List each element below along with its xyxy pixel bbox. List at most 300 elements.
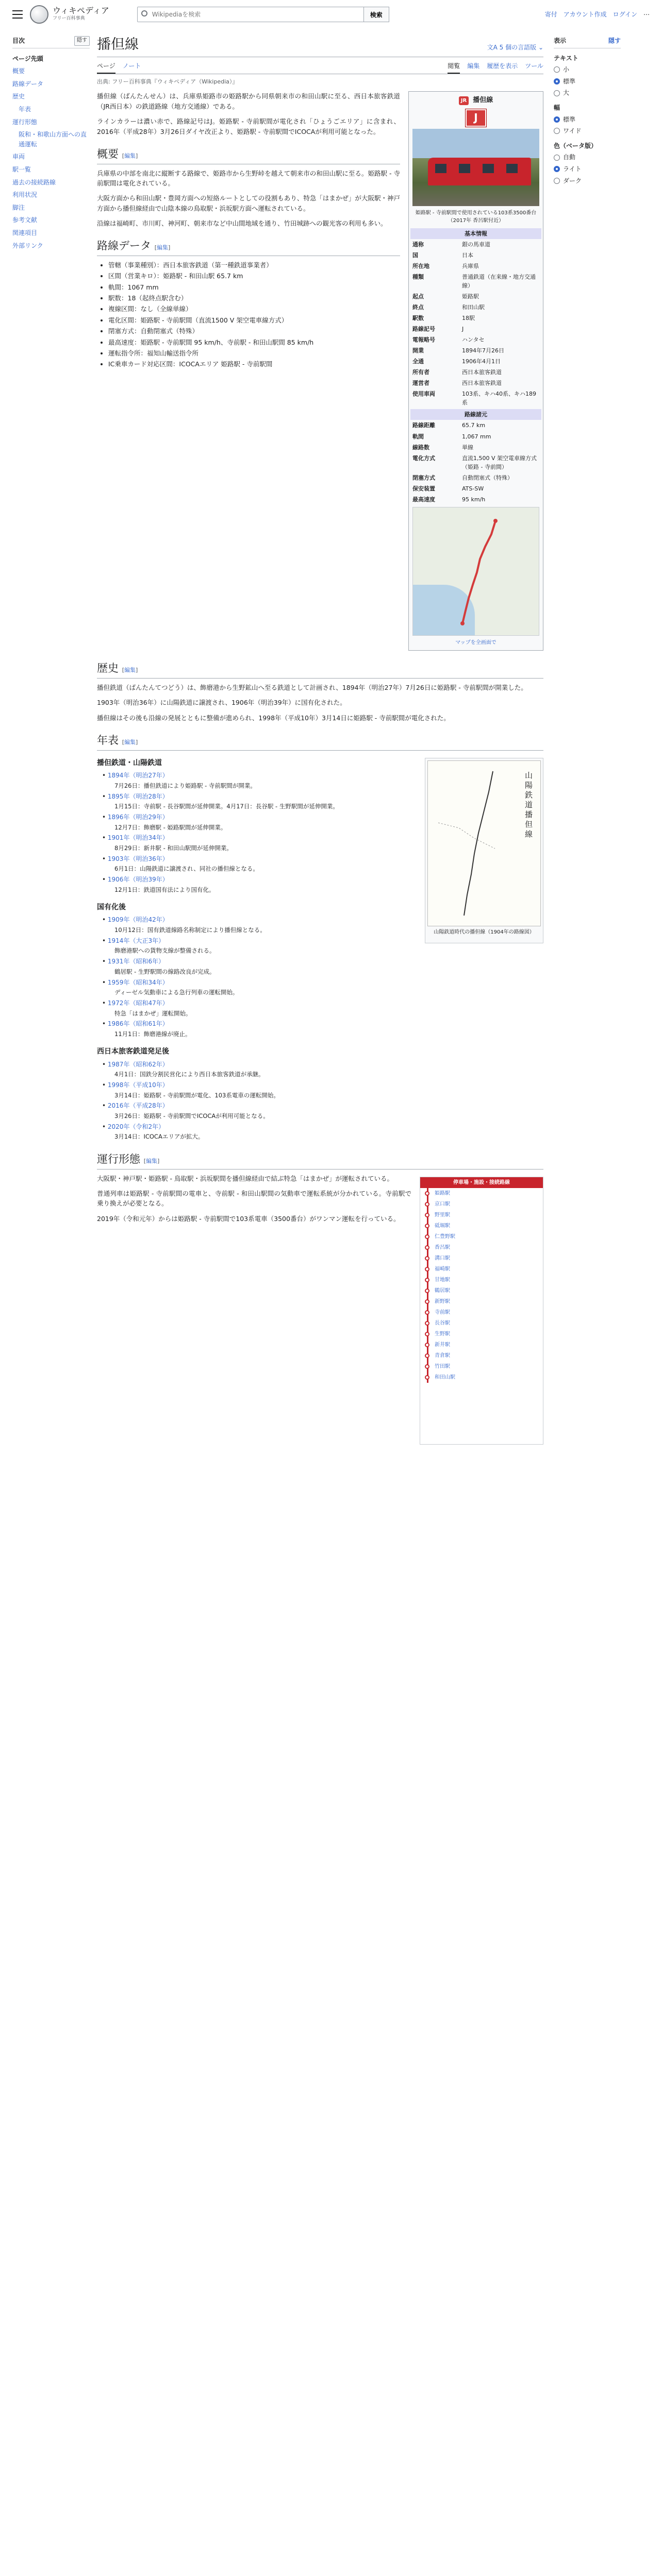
radio-button[interactable] bbox=[554, 116, 560, 123]
timeline-entry: 11月1日：飾磨港線が廃止。 bbox=[114, 1030, 191, 1038]
timeline-year-link[interactable]: 1931年（昭和6年） bbox=[107, 958, 165, 965]
toc-item[interactable]: 関連項目 bbox=[12, 229, 38, 236]
infobox-row bbox=[410, 472, 541, 483]
infobox-value: 姫路駅 bbox=[462, 293, 479, 300]
route-data-list bbox=[108, 260, 400, 369]
infobox-value: 103系、キハ40系、キハ189系 bbox=[462, 391, 536, 406]
infobox-label: 所在地 bbox=[412, 262, 429, 269]
radio-option[interactable] bbox=[554, 176, 621, 186]
intro-paragraph: 播但線（ばんたんせん）は、兵庫県姫路市の姫路駅から同県朝来市の和田山駅に至る、西日本旅客鉄道（JR西日本）の鉄道路線（地方交通線）である。 bbox=[97, 92, 400, 110]
radio-option[interactable] bbox=[554, 77, 621, 87]
route-data-item: • 軌間：1067 mm bbox=[108, 282, 400, 292]
timeline-entry: 12月1日：鉄道国有法により国有化。 bbox=[114, 886, 215, 893]
paragraph: 大阪方面から和田山駅・豊岡方面への短絡ルートとしての役割もあり、特急「はまかぜ」が大阪駅・神戸方面から播但線経由で山陰本線の鳥取駅・浜坂駅方面へ運転されている。 bbox=[97, 194, 400, 212]
radio-button[interactable] bbox=[554, 178, 560, 184]
toc-item[interactable]: 外部リンク bbox=[12, 242, 43, 249]
appearance-title: 表示 bbox=[554, 37, 567, 44]
timeline-year-link[interactable]: 1959年（昭和34年） bbox=[107, 978, 169, 986]
section-heading-timeline: 年表 [編集] bbox=[97, 732, 543, 751]
search-form bbox=[137, 7, 389, 22]
infobox-value: 自動閉塞式（特殊） bbox=[462, 474, 513, 481]
infobox-section-basic: 基本情報 bbox=[410, 228, 541, 239]
route-data-item: • 運転指令所：福知山輸送指令所 bbox=[108, 348, 400, 358]
site-tagline: フリー百科事典 bbox=[53, 15, 85, 21]
station-marker bbox=[425, 1321, 429, 1326]
station-name[interactable]: 新井駅 bbox=[435, 1342, 450, 1348]
infobox-value: 1,067 mm bbox=[462, 433, 491, 440]
width-label: 幅 bbox=[554, 104, 560, 111]
paragraph: 播但鉄道（ばんたんてつどう）は、飾磨港から生野鉱山へ至る鉄道として計画され、1894年（明治27年）7月26日に姫路駅 - 寺前駅間が開業した。 bbox=[97, 683, 527, 691]
station-name[interactable]: 香呂駅 bbox=[435, 1244, 450, 1250]
route-data-item: • 閉塞方式：自動閉塞式（特殊） bbox=[108, 326, 400, 336]
infobox bbox=[408, 91, 543, 651]
tab-page[interactable]: ページ bbox=[97, 59, 115, 74]
infobox-row bbox=[410, 302, 541, 313]
site-header bbox=[0, 0, 662, 29]
station-name[interactable]: 新野駅 bbox=[435, 1298, 450, 1304]
station-name[interactable]: 仁豊野駅 bbox=[435, 1233, 455, 1240]
infobox-row bbox=[410, 453, 541, 472]
station-marker bbox=[425, 1332, 429, 1336]
article bbox=[90, 29, 543, 1450]
toc-item[interactable]: 駅一覧 bbox=[12, 165, 31, 173]
infobox-section-spec: 路線諸元 bbox=[410, 409, 541, 420]
radio-label: 標準 bbox=[563, 77, 576, 85]
route-station-row bbox=[420, 1188, 543, 1199]
route-station-row bbox=[420, 1350, 543, 1361]
article-body bbox=[97, 91, 400, 651]
station-name[interactable]: 砥堀駅 bbox=[435, 1223, 450, 1229]
paragraph: 兵庫県の中部を南北に縦断する路線で、姫路市から生野峠を越えて朝来市の和田山駅に至る。姫路駅 - 寺前駅間は電化されている。 bbox=[97, 169, 400, 187]
infobox-value: 日本 bbox=[462, 251, 473, 259]
timeline-year: • 1895年（明治28年） bbox=[102, 792, 169, 800]
infobox-label: 運営者 bbox=[412, 380, 429, 387]
timeline-entry: 6月1日：山陽鉄道に譲渡され、同社の播但線となる。 bbox=[114, 865, 259, 873]
historic-map-image bbox=[427, 760, 541, 926]
toc-hide-button[interactable]: 隠す bbox=[74, 36, 90, 46]
infobox-row bbox=[410, 345, 541, 356]
paragraph: 播但線はその後も沿線の発展とともに整備が進められ、1998年（平成10年）3月14日に姫路駅 - 寺前駅間が電化された。 bbox=[97, 714, 450, 722]
paragraph: 大阪駅・神戸駅・姫路駅 - 鳥取駅・浜坂駅間を播但線経由で結ぶ特急「はまかぜ」が運転されている。 bbox=[97, 1174, 393, 1182]
header-links bbox=[545, 10, 650, 20]
infobox-row bbox=[410, 356, 541, 367]
infobox-label: 電化方式 bbox=[412, 454, 435, 462]
station-marker bbox=[425, 1191, 429, 1196]
infobox-row bbox=[410, 388, 541, 408]
infobox-row bbox=[410, 483, 541, 494]
route-station-row bbox=[420, 1361, 543, 1372]
toc-item[interactable]: 脚注 bbox=[12, 204, 25, 211]
infobox-value: 1906年4月1日 bbox=[462, 358, 501, 365]
map-fullscreen-link[interactable]: マップを全画面で bbox=[455, 639, 496, 646]
infobox-row bbox=[410, 431, 541, 442]
infobox-label: 起点 bbox=[412, 293, 424, 300]
tab-edit[interactable]: 編集 bbox=[467, 62, 480, 70]
infobox-row bbox=[410, 250, 541, 261]
infobox-value: 和田山駅 bbox=[462, 303, 485, 311]
timeline-year: • 2016年（平成28年） bbox=[102, 1102, 169, 1110]
paragraph: 普通列車は姫路駅 - 寺前駅間の電車と、寺前駅 - 和田山駅間の気動車で運転系統が分かれている。寺前駅で乗り換えが必要となる。 bbox=[97, 1190, 411, 1208]
radio-button[interactable] bbox=[554, 166, 560, 172]
timeline-year-link[interactable]: 1998年（平成10年） bbox=[107, 1081, 169, 1089]
timeline-entry: 3月14日：姫路駅 - 寺前駅間が電化、103系電車の運転開始。 bbox=[114, 1091, 279, 1099]
edit-link[interactable]: 編集 bbox=[156, 244, 168, 251]
photo-caption: 姫路駅 - 寺前駅間で使用されている103系3500番台（2017年 香呂駅付近） bbox=[415, 210, 537, 224]
timeline-year: • 1906年（明治39年） bbox=[102, 876, 169, 884]
station-marker bbox=[425, 1224, 429, 1228]
toc-item[interactable]: 運行形態 bbox=[12, 118, 38, 126]
page-tabs bbox=[97, 59, 543, 75]
infobox-row bbox=[410, 324, 541, 334]
toc-item[interactable]: 参考文献 bbox=[12, 216, 38, 224]
infobox-value: 西日本旅客鉄道 bbox=[462, 380, 502, 387]
timeline-year: • 1959年（昭和34年） bbox=[102, 978, 169, 986]
station-marker bbox=[425, 1289, 429, 1293]
radio-label: ワイド bbox=[563, 127, 582, 135]
route-line-segment bbox=[423, 1361, 432, 1372]
infobox-value: 兵庫県 bbox=[462, 262, 479, 269]
more-icon[interactable]: ⋯ bbox=[643, 10, 650, 18]
timeline-year-link[interactable]: 1986年（昭和61年） bbox=[107, 1020, 169, 1028]
train-image bbox=[428, 158, 531, 185]
route-map[interactable] bbox=[412, 507, 539, 636]
search-button[interactable]: 検索 bbox=[364, 7, 389, 22]
timeline-entry: 12月7日：飾磨駅 - 姫路駅間が延伸開業。 bbox=[114, 823, 227, 831]
route-line-segment bbox=[423, 1307, 432, 1318]
infobox-label: 駅数 bbox=[412, 315, 424, 321]
infobox-row bbox=[410, 334, 541, 345]
section-heading-overview: 概要 [編集] bbox=[97, 146, 400, 164]
edit-link[interactable]: 編集 bbox=[124, 152, 136, 159]
site-name: ウィキペディア bbox=[53, 6, 109, 16]
infobox-value: 普通鉄道（在来線・地方交通線） bbox=[462, 273, 536, 289]
toc-list bbox=[12, 53, 90, 252]
map-route-svg bbox=[413, 507, 539, 636]
radio-button[interactable] bbox=[554, 155, 560, 161]
timeline-year-link[interactable]: 2016年（平成28年） bbox=[107, 1102, 169, 1110]
search-input[interactable] bbox=[137, 7, 364, 22]
route-line-segment bbox=[423, 1372, 432, 1383]
route-data-item: • 管轄（事業種別）：西日本旅客鉄道（第一種鉄道事業者） bbox=[108, 260, 400, 270]
route-station-row bbox=[420, 1199, 543, 1210]
infobox-row bbox=[410, 442, 541, 453]
paragraph: 沿線は福崎町、市川町、神河町、朝来市など中山間地域を通り、竹田城跡への観光客の利用も多い。 bbox=[97, 219, 387, 228]
search-icon bbox=[141, 10, 147, 16]
timeline-year: • 1998年（平成10年） bbox=[102, 1081, 169, 1089]
infobox-row bbox=[410, 367, 541, 378]
radio-label: 自動 bbox=[563, 154, 576, 161]
infobox-title: 播但線 bbox=[473, 96, 493, 105]
infobox-label: 種類 bbox=[412, 273, 424, 280]
infobox-value: 西日本旅客鉄道 bbox=[462, 369, 502, 376]
radio-button[interactable] bbox=[554, 66, 560, 73]
route-line-segment bbox=[423, 1242, 432, 1253]
station-marker bbox=[425, 1364, 429, 1369]
radio-option[interactable] bbox=[554, 126, 621, 136]
paragraph: 1903年（明治36年）に山陽鉄道に譲渡され、1906年（明治39年）に国有化された。 bbox=[97, 699, 346, 707]
infobox-row bbox=[410, 239, 541, 250]
infobox-label: 所有者 bbox=[412, 369, 429, 376]
historic-map-title: 山陽鉄道播但線 bbox=[524, 771, 533, 840]
infobox-label: 路線記号 bbox=[412, 326, 435, 333]
train-photo[interactable] bbox=[412, 129, 539, 206]
infobox-label: 通称 bbox=[412, 241, 424, 248]
station-marker bbox=[425, 1213, 429, 1217]
station-marker bbox=[425, 1202, 429, 1207]
timeline-entry: 4月1日：国鉄分割民営化により西日本旅客鉄道が承継。 bbox=[114, 1071, 264, 1078]
radio-option[interactable] bbox=[554, 65, 621, 75]
station-name[interactable]: 野里駅 bbox=[435, 1212, 450, 1218]
infobox-value: 1894年7月26日 bbox=[462, 347, 504, 354]
infobox-row bbox=[410, 272, 541, 291]
section-heading-operation: 運行形態 [編集] bbox=[97, 1151, 543, 1170]
infobox-value: 65.7 km bbox=[462, 422, 486, 429]
route-station-row bbox=[420, 1275, 543, 1285]
historic-map-lines bbox=[428, 761, 541, 926]
timeline-entry: 特急「はまかぜ」運転開始。 bbox=[114, 1009, 192, 1017]
infobox-label: 開業 bbox=[412, 347, 424, 354]
toc-item[interactable]: 歴史 bbox=[12, 93, 25, 100]
route-station-row bbox=[420, 1253, 543, 1264]
paragraph: 2019年（令和元年）からは姫路駅 - 寺前駅間で103系電車（3500番台）がワンマン運転を行っている。 bbox=[97, 1214, 400, 1223]
infobox-row bbox=[410, 291, 541, 302]
infobox-label: 路線距離 bbox=[412, 422, 435, 429]
station-name[interactable]: 竹田駅 bbox=[435, 1363, 450, 1369]
toc-item[interactable]: 車両 bbox=[12, 153, 25, 161]
infobox-label: 全通 bbox=[412, 358, 424, 365]
toc-item[interactable]: ページ先頭 bbox=[12, 55, 43, 62]
timeline-entry: 8月29日：新井駅 - 和田山駅間が延伸開業。 bbox=[114, 844, 233, 852]
timeline-entry: 3月26日：姫路駅 - 寺前駅間でICOCAが利用可能となる。 bbox=[114, 1112, 269, 1120]
station-marker bbox=[425, 1278, 429, 1282]
toc-title: 目次 bbox=[12, 37, 25, 44]
route-line-segment bbox=[423, 1199, 432, 1210]
station-name[interactable]: 青倉駅 bbox=[435, 1352, 450, 1359]
infobox-row bbox=[410, 420, 541, 431]
jr-logo: JR bbox=[459, 96, 469, 106]
language-button[interactable]: 文A 5 個の言語版 ⌄ bbox=[487, 44, 543, 52]
site-logo[interactable] bbox=[30, 5, 109, 24]
radio-button[interactable] bbox=[554, 128, 560, 134]
toc-item[interactable]: 利用状況 bbox=[12, 191, 38, 199]
text-size-label: テキスト bbox=[554, 54, 578, 62]
radio-button[interactable] bbox=[554, 78, 560, 84]
route-diagram bbox=[420, 1177, 543, 1445]
timeline-year-link[interactable]: 1909年（明治42年） bbox=[107, 916, 169, 924]
radio-label: 大 bbox=[563, 89, 570, 97]
appearance-hide-button[interactable]: 隠す bbox=[608, 37, 621, 44]
station-name[interactable]: 姫路駅 bbox=[435, 1190, 450, 1196]
historic-map-figure[interactable] bbox=[425, 758, 543, 943]
tab-history[interactable]: 履歴を表示 bbox=[487, 62, 518, 70]
timeline-year-link[interactable]: 1903年（明治36年） bbox=[107, 855, 169, 862]
station-marker bbox=[425, 1234, 429, 1239]
donate-link[interactable]: 寄付 bbox=[544, 10, 557, 18]
tab-talk[interactable]: ノート bbox=[122, 62, 141, 70]
subsection-heading: 国有化後 bbox=[97, 903, 126, 911]
route-station-row bbox=[420, 1318, 543, 1329]
route-line-segment bbox=[423, 1210, 432, 1221]
route-station-row bbox=[420, 1329, 543, 1340]
timeline-year-link[interactable]: 1906年（明治39年） bbox=[107, 876, 169, 884]
route-line-segment bbox=[423, 1340, 432, 1350]
route-station-row bbox=[420, 1231, 543, 1242]
route-station-row bbox=[420, 1296, 543, 1307]
timeline-year-link[interactable]: 1895年（明治28年） bbox=[107, 792, 169, 800]
route-station-row bbox=[420, 1242, 543, 1253]
timeline-entry: ディーゼル気動車による急行列車の運転開始。 bbox=[114, 989, 239, 996]
create-account-link[interactable]: アカウント作成 bbox=[563, 10, 607, 18]
edit-link[interactable]: 編集 bbox=[124, 739, 136, 746]
timeline-year: • 1903年（明治36年） bbox=[102, 855, 169, 862]
toc-item[interactable]: 概要 bbox=[12, 67, 25, 75]
section-heading-route-data: 路線データ [編集] bbox=[97, 238, 400, 256]
timeline-year-link[interactable]: 1914年（大正3年） bbox=[107, 937, 165, 944]
infobox-spec-table bbox=[410, 420, 541, 504]
timeline-year: • 2020年（令和2年） bbox=[102, 1123, 165, 1130]
radio-label: ダーク bbox=[563, 177, 582, 184]
radio-option[interactable] bbox=[554, 152, 621, 162]
source-note: 出典: フリー百科事典『ウィキペディア（Wikipedia）』 bbox=[97, 78, 238, 86]
station-name[interactable]: 和田山駅 bbox=[435, 1374, 455, 1380]
timeline-entry: 3月14日：ICOCAエリアが拡大。 bbox=[114, 1133, 204, 1141]
station-name[interactable]: 鶴居駅 bbox=[435, 1287, 450, 1294]
tab-read[interactable]: 閲覧 bbox=[448, 59, 460, 74]
station-name[interactable]: 甘地駅 bbox=[435, 1277, 450, 1283]
timeline-year-link[interactable]: 2020年（令和2年） bbox=[107, 1123, 165, 1130]
line-symbol-badge: J bbox=[466, 109, 486, 127]
color-label: 色（ベータ版） bbox=[554, 142, 598, 149]
route-line-segment bbox=[423, 1253, 432, 1264]
station-marker bbox=[425, 1353, 429, 1358]
login-link[interactable]: ログイン bbox=[613, 10, 637, 18]
route-data-item: • 複線区間：なし（全線単線） bbox=[108, 304, 400, 314]
route-line-segment bbox=[423, 1231, 432, 1242]
infobox-label: 電報略号 bbox=[412, 336, 435, 344]
timeline-year: • 1986年（昭和61年） bbox=[102, 1020, 169, 1028]
toc-item[interactable]: 路線データ bbox=[12, 80, 44, 88]
appearance-panel bbox=[543, 29, 621, 1450]
radio-button[interactable] bbox=[554, 90, 560, 96]
route-line-segment bbox=[423, 1264, 432, 1275]
station-name[interactable]: 生野駅 bbox=[435, 1331, 450, 1337]
station-name[interactable]: 溝口駅 bbox=[435, 1255, 450, 1261]
route-diagram-title: 停車場・施設・接続路線 bbox=[420, 1177, 543, 1189]
infobox-label: 使用車両 bbox=[412, 391, 435, 398]
toc-item[interactable]: 過去の接続路線 bbox=[12, 178, 56, 186]
infobox-label: 軌間 bbox=[412, 433, 424, 440]
station-marker bbox=[425, 1310, 429, 1315]
infobox-value: 18駅 bbox=[462, 315, 475, 321]
route-station-row bbox=[420, 1264, 543, 1275]
toc-sidebar bbox=[12, 29, 90, 1450]
timeline-year-link[interactable]: 1894年（明治27年） bbox=[107, 772, 169, 779]
timeline-entry: 7月26日：播但鉄道により姫路駅 - 寺前駅間が開業。 bbox=[114, 782, 256, 789]
radio-label: ライト bbox=[563, 165, 582, 173]
timeline-entry: 10月12日：国有鉄道線路名称制定により播但線となる。 bbox=[114, 926, 266, 934]
infobox-value: J bbox=[462, 326, 464, 333]
toc-item[interactable]: 阪和・和歌山方面への直通運転 bbox=[19, 131, 87, 148]
timeline-year: • 1901年（明治34年） bbox=[102, 834, 169, 842]
route-station-row bbox=[420, 1340, 543, 1350]
subsection-heading: 西日本旅客鉄道発足後 bbox=[97, 1047, 169, 1056]
infobox-value: ハンタセ bbox=[462, 336, 485, 344]
radio-label: 標準 bbox=[563, 115, 576, 123]
infobox-row bbox=[410, 378, 541, 388]
infobox-label: 終点 bbox=[412, 303, 424, 311]
station-marker bbox=[425, 1267, 429, 1272]
station-marker bbox=[425, 1343, 429, 1347]
edit-link[interactable]: 編集 bbox=[145, 1158, 157, 1165]
timeline-year: • 1896年（明治29年） bbox=[102, 814, 169, 821]
radio-option[interactable] bbox=[554, 164, 621, 174]
infobox-value: 95 km/h bbox=[462, 496, 486, 503]
route-line-segment bbox=[423, 1329, 432, 1340]
timeline-year-link[interactable]: 1972年（昭和47年） bbox=[107, 999, 169, 1007]
station-name[interactable]: 寺前駅 bbox=[435, 1309, 450, 1315]
toc-item[interactable]: 年表 bbox=[19, 105, 31, 113]
timeline-year-link[interactable]: 1901年（明治34年） bbox=[107, 834, 169, 842]
infobox-value: 単線 bbox=[462, 444, 473, 451]
radio-option[interactable] bbox=[554, 88, 621, 98]
route-line-segment bbox=[423, 1221, 432, 1231]
route-station-row bbox=[420, 1285, 543, 1296]
timeline-year-link[interactable]: 1896年（明治29年） bbox=[107, 814, 169, 821]
infobox-label: 国 bbox=[412, 251, 418, 259]
route-station-row bbox=[420, 1221, 543, 1231]
intro-paragraph: ラインカラーは濃い赤で、路線記号はJ。姫路駅 - 寺前駅間が電化され「ひょうごエリア」に含まれ、2016年（平成28年）3月26日ダイヤ改正より、姫路駅 - 寺前駅間でICOCAが利用可能となった。 bbox=[97, 117, 400, 135]
tab-tools[interactable]: ツール bbox=[525, 62, 543, 70]
infobox-row bbox=[410, 261, 541, 272]
station-name[interactable]: 京口駅 bbox=[435, 1201, 450, 1207]
infobox-label: 保安装置 bbox=[412, 485, 435, 492]
timeline-year-link[interactable]: 1987年（昭和62年） bbox=[107, 1060, 169, 1068]
station-marker bbox=[425, 1256, 429, 1261]
edit-link[interactable]: 編集 bbox=[124, 667, 136, 674]
radio-label: 小 bbox=[563, 66, 570, 74]
timeline-year: • 1931年（昭和6年） bbox=[102, 958, 165, 965]
timeline-entry: 飾磨港駅への貨物支線が整備される。 bbox=[114, 947, 216, 955]
station-name[interactable]: 長谷駅 bbox=[435, 1320, 450, 1326]
timeline-entry: 鶴居駅 - 生野駅間の線路改良が完成。 bbox=[114, 968, 216, 975]
infobox-value: 直流1,500 V 架空電車線方式（姫路 - 寺前間） bbox=[462, 454, 537, 470]
timeline-year: • 1914年（大正3年） bbox=[102, 937, 165, 944]
route-station-row bbox=[420, 1307, 543, 1318]
timeline-year: • 1894年（明治27年） bbox=[102, 772, 169, 779]
route-line-segment bbox=[423, 1285, 432, 1296]
route-station-row bbox=[420, 1372, 543, 1383]
station-marker bbox=[425, 1299, 429, 1304]
route-line-segment bbox=[423, 1296, 432, 1307]
timeline-year: • 1972年（昭和47年） bbox=[102, 999, 169, 1007]
subsection-heading: 播但鉄道・山陽鉄道 bbox=[97, 758, 162, 767]
radio-option[interactable] bbox=[554, 115, 621, 125]
route-station-row bbox=[420, 1210, 543, 1221]
infobox-value: 銀の馬車道 bbox=[462, 241, 490, 248]
infobox-row bbox=[410, 494, 541, 505]
infobox-basic-table bbox=[410, 239, 541, 409]
station-name[interactable]: 福崎駅 bbox=[435, 1266, 450, 1272]
globe-logo-icon bbox=[30, 5, 48, 24]
timeline-entry: 1月15日：寺前駅 - 長谷駅間が延伸開業。4月17日：長谷駅 - 生野駅間が延伸開業。 bbox=[114, 803, 339, 810]
route-data-item: • 駅数：18（起終点駅含む） bbox=[108, 293, 400, 303]
route-data-item: • 電化区間：姫路駅 - 寺前駅間（直流1500 V 架空電車線方式） bbox=[108, 315, 400, 325]
page-title: 播但線 bbox=[97, 37, 139, 53]
route-data-item: • IC乗車カード対応区間：ICOCAエリア 姫路駅 - 寺前駅間 bbox=[108, 359, 400, 369]
route-data-item: • 最高速度：姫路駅 - 寺前駅間 95 km/h、寺前駅 - 和田山駅間 85 km/h bbox=[108, 337, 400, 347]
menu-icon[interactable] bbox=[12, 10, 23, 19]
timeline-year: • 1909年（明治42年） bbox=[102, 916, 169, 924]
